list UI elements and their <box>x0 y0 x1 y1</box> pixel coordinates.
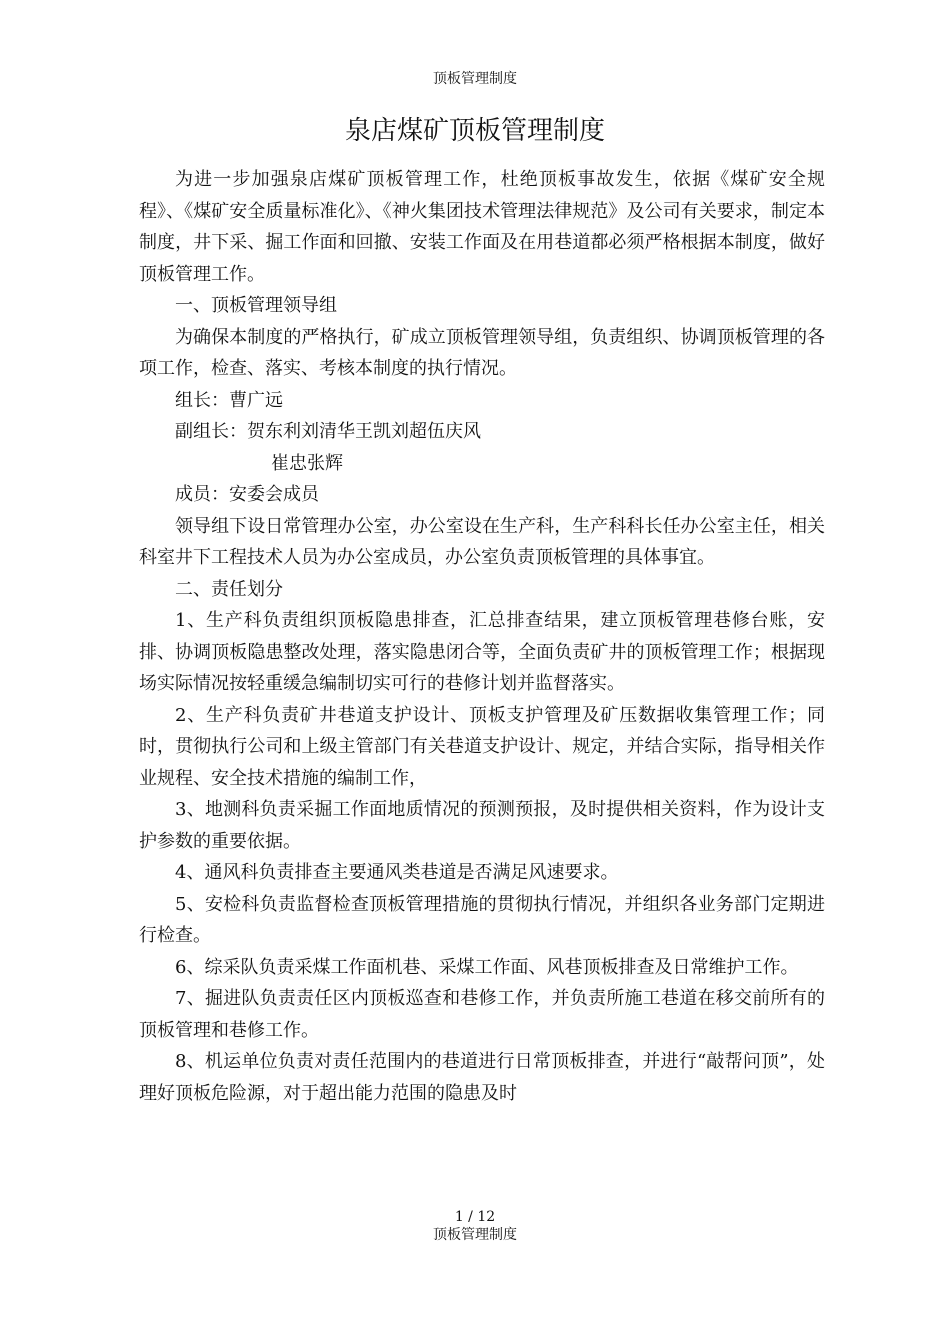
responsibility-item: 8、机运单位负责对责任范围内的巷道进行日常顶板排查，并进行“敲帮问顶”，处理好顶板危险源，对于超出能力范围的隐患及时 <box>139 1051 825 1104</box>
document-title: 泉店煤矿顶板管理制度 <box>344 116 605 146</box>
section-heading-leadership: 一、顶板管理领导组 <box>175 295 337 316</box>
responsibility-item: 5、安检科负责监督检查顶板管理措施的贯彻执行情况，并组织各业务部门定期进行检查。 <box>139 893 825 946</box>
deputy-leaders-line: 副组长：贺东利刘清华王凯刘超伍庆风 <box>175 421 481 442</box>
responsibility-item: 1、生产科负责组织顶板隐患排查，汇总排查结果，建立顶板管理巷修台账，安排、协调顶板隐患整改处理，落实隐患闭合等，全面负责矿井的顶板管理工作；根据现场实际情况按轻重缓急编制切实可行的巷修计划并监督落实。 <box>139 610 825 694</box>
running-footer: 顶板管理制度 <box>433 1227 517 1243</box>
members-line: 成员：安委会成员 <box>175 484 319 505</box>
section-heading-responsibilities: 二、责任划分 <box>175 578 283 600</box>
responsibility-item: 3、地测科负责采掘工作面地质情况的预测预报，及时提供相关资料，作为设计支护参数的重要依据。 <box>139 799 825 852</box>
document-body <box>139 164 825 1109</box>
paragraph-office: 领导组下设日常管理办公室，办公室设在生产科，生产科科长任办公室主任，相关科室井下工程技术人员为办公室成员，办公室负责顶板管理的具体事宜。 <box>139 515 825 568</box>
leader-line: 组长：曹广远 <box>175 389 283 411</box>
deputy-leaders-continued: 崔忠张辉 <box>271 452 343 474</box>
responsibility-item: 6、综采队负责采煤工作面机巷、采煤工作面、风巷顶板排查及日常维护工作。 <box>175 956 799 978</box>
responsibility-item: 7、掘进队负责责任区内顶板巡查和巷修工作，并负责所施工巷道在移交前所有的顶板管理和巷修工作。 <box>139 988 825 1041</box>
responsibility-item: 4、通风科负责排查主要通风类巷道是否满足风速要求。 <box>175 862 619 883</box>
responsibility-item: 2、生产科负责矿井巷道支护设计、顶板支护管理及矿压数据收集管理工作；同时，贯彻执行公司和上级主管部门有关巷道支护设计、规定，并结合实际，指导相关作业规程、安全技术措施的编制工作， <box>139 704 825 789</box>
running-header: 顶板管理制度 <box>433 71 517 87</box>
paragraph-leadership: 为确保本制度的严格执行，矿成立顶板管理领导组，负责组织、协调顶板管理的各项工作，检查、落实、考核本制度的执行情况。 <box>139 326 825 379</box>
paragraph-intro: 为进一步加强泉店煤矿顶板管理工作，杜绝顶板事故发生，依据《煤矿安全规程》、《煤矿安全质量标准化》、《神火集团技术管理法律规范》及公司有关要求，制定本制度，井下采、掘工作面和回撤、安装工作面及在用巷道都必须严格根据本制度，做好顶板管理工作。 <box>139 169 825 285</box>
page-number: 1 / 12 <box>454 1209 496 1225</box>
